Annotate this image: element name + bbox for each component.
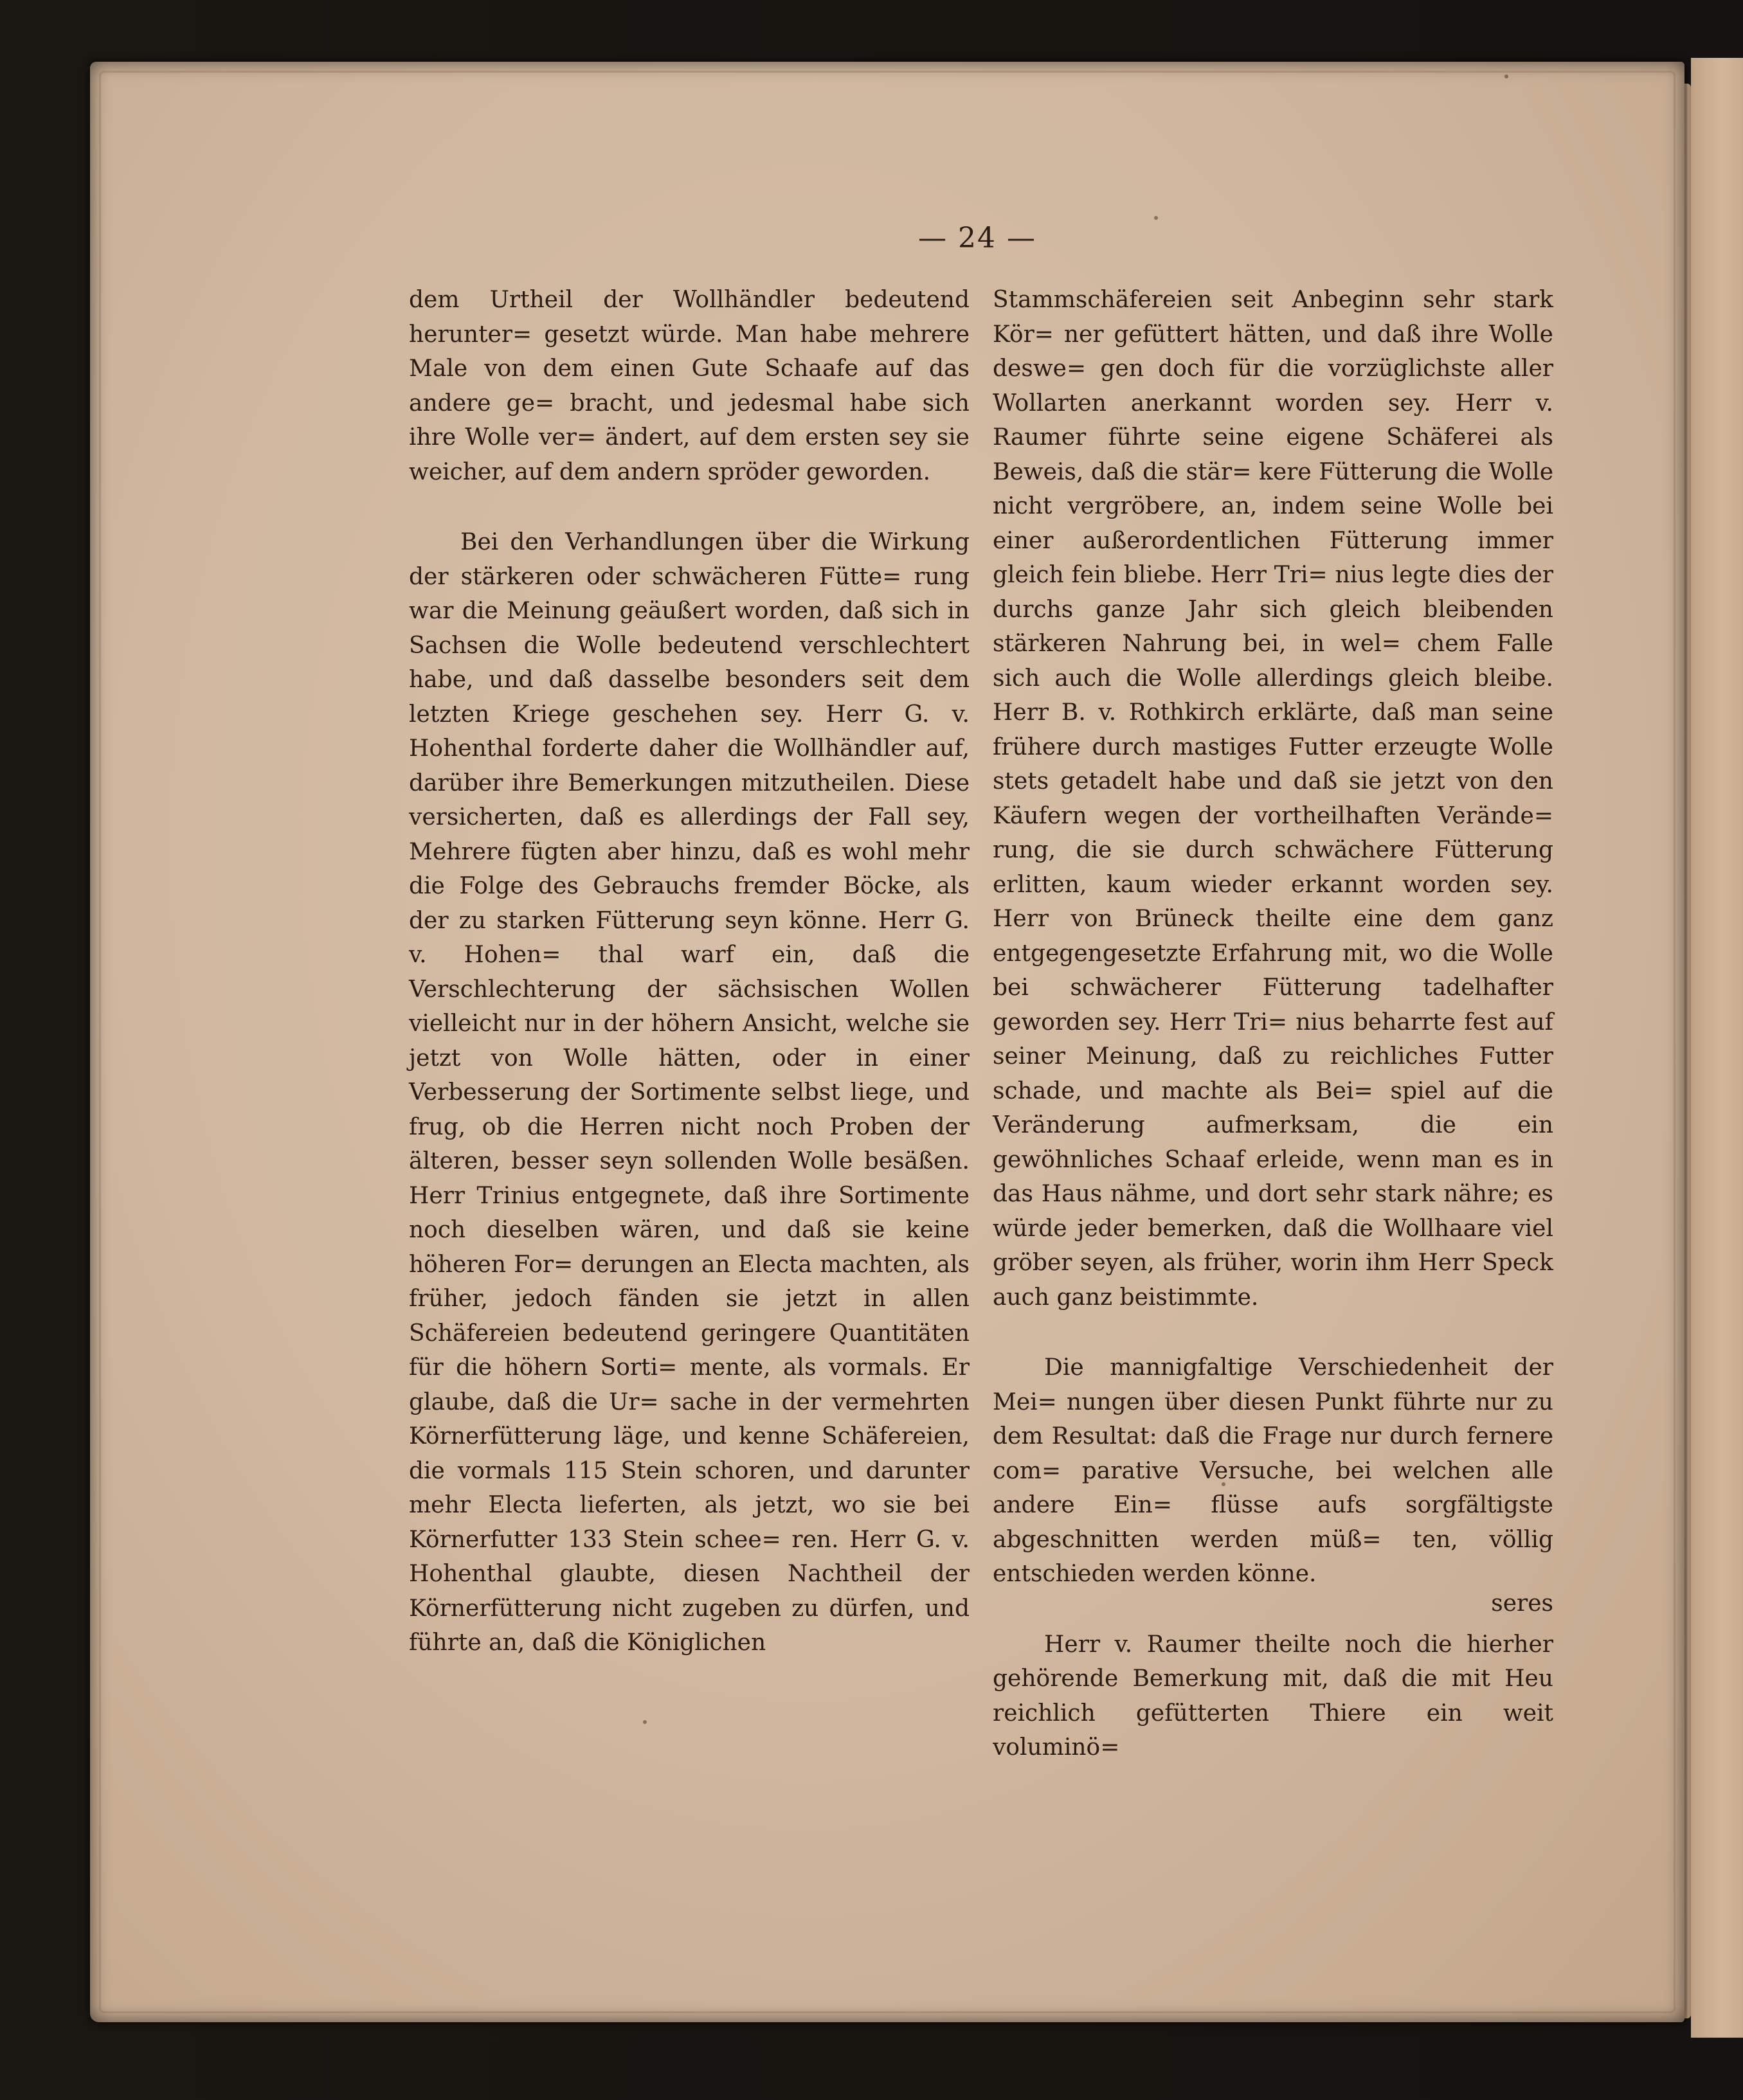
paragraph: Herr v. Raumer theilte noch die hierher gehörende Bemerkung mit, daß die mit Heu reichlich gefütterten Thiere ein weit voluminö= (993, 1631, 1553, 1761)
paragraph: Die mannigfaltige Verschiedenheit der Mei= nungen über diesen Punkt führte nur zu dem Resultat: daß die Frage nur durch fernere com= parative Versuche, bei welchen alle andere Ein= flüsse aufs sorgfältigste abgeschnitten werden müß= ten, völlig entschieden werden könne. (993, 1354, 1553, 1587)
paragraph: Bei den Verhandlungen über die Wirkung der stärkeren oder schwächeren Fütte= rung war die Meinung geäußert worden, daß sich in Sachsen die Wolle bedeutend verschlechtert habe, und daß dasselbe besonders seit dem letzten Kriege geschehen sey. Herr G. v. Hohenthal forderte daher die Wollhändler auf, darüber ihre Bemerkungen mitzutheilen. Diese versicherten, daß es allerdings der Fall sey, Mehrere fügten aber hinzu, daß es wohl mehr die Folge des Gebrauchs fremder Böcke, als der zu starken Fütterung seyn könne. Herr G. v. Hohen= thal warf ein, daß die Verschlechterung der sächsischen Wollen vielleicht nur in der höhern Ansicht, welche sie jetzt von Wolle hätten, oder in einer Verbesserung der Sortimente selbst liege, und frug, ob die Herren nicht noch Proben der älteren, besser seyn sollenden Wolle besäßen. Herr Trinius entgegnete, daß ihre Sortimente noch dieselben wären, und daß sie keine höheren For= derungen an Electa machten, als früher, jedoch fänden sie jetzt in allen Schäfereien bedeutend geringere Quantitäten für die höhern Sorti= mente, als vormals. Er glaube, daß die Ur= sache in der vermehrten Körnerfütterung läge, und kenne Schäfereien, die vormals 115 Stein schoren, und darunter mehr Electa lieferten, als jetzt, wo sie bei Körnerfutter 133 Stein schee= ren. Herr G. v. Hohenthal glaubte, diesen Nachtheil der Körnerfütterung nicht zugeben zu dürfen, und führte an, daß die Königlichen (409, 529, 970, 1656)
paragraph: Stammschäfereien seit Anbeginn sehr stark Kör= ner gefüttert hätten, und daß ihre Wolle deswe= gen doch für die vorzüglichste aller Wollarten anerkannt worden sey. Herr v. Raumer führte seine eigene Schäferei als Beweis, daß die stär= kere Fütterung die Wolle nicht vergröbere, an, indem seine Wolle bei einer außerordentlichen Fütterung immer gleich fein bliebe. Herr Tri= nius legte dies der durchs ganze Jahr sich gleich bleibenden stärkeren Nahrung bei, in wel= chem Falle sich auch die Wolle allerdings gleich bleibe. Herr B. v. Rothkirch erklärte, daß man seine frühere durch mastiges Futter erzeugte Wolle stets getadelt habe und daß sie jetzt von den Käufern wegen der vortheilhaften Verände= rung, die sie durch schwächere Fütterung erlitten, kaum wieder erkannt worden sey. Herr von Brüneck theilte eine dem ganz entgegengesetzte Erfahrung mit, wo die Wolle bei schwächerer Fütterung tadelhafter geworden sey. Herr Tri= nius beharrte fest auf seiner Meinung, daß zu reichliches Futter schade, und machte als Bei= spiel auf die Veränderung aufmerksam, die ein gewöhnliches Schaaf erleide, wenn man es in das Haus nähme, und dort sehr stark nähre; es würde jeder bemerken, daß die Wollhaare viel gröber seyen, als früher, worin ihm Herr Speck auch ganz beistimmte. (993, 287, 1553, 1311)
right-text-column (993, 283, 1553, 1765)
left-text-column (409, 283, 970, 1660)
catchword: seres (1491, 1590, 1553, 1617)
paper-speck (1504, 75, 1508, 78)
paper-speck (643, 1720, 647, 1724)
paper-speck (1154, 216, 1158, 220)
page-number: — 24 — (918, 222, 1036, 255)
facing-page-edge (1691, 58, 1743, 2038)
paragraph: dem Urtheil der Wollhändler bedeutend herunter= gesetzt würde. Man habe mehrere Male von dem einen Gute Schaafe auf das andere ge= bracht, und jedesmal habe sich ihre Wolle ver= ändert, auf dem ersten sey sie weicher, auf dem andern spröder geworden. (409, 287, 970, 485)
